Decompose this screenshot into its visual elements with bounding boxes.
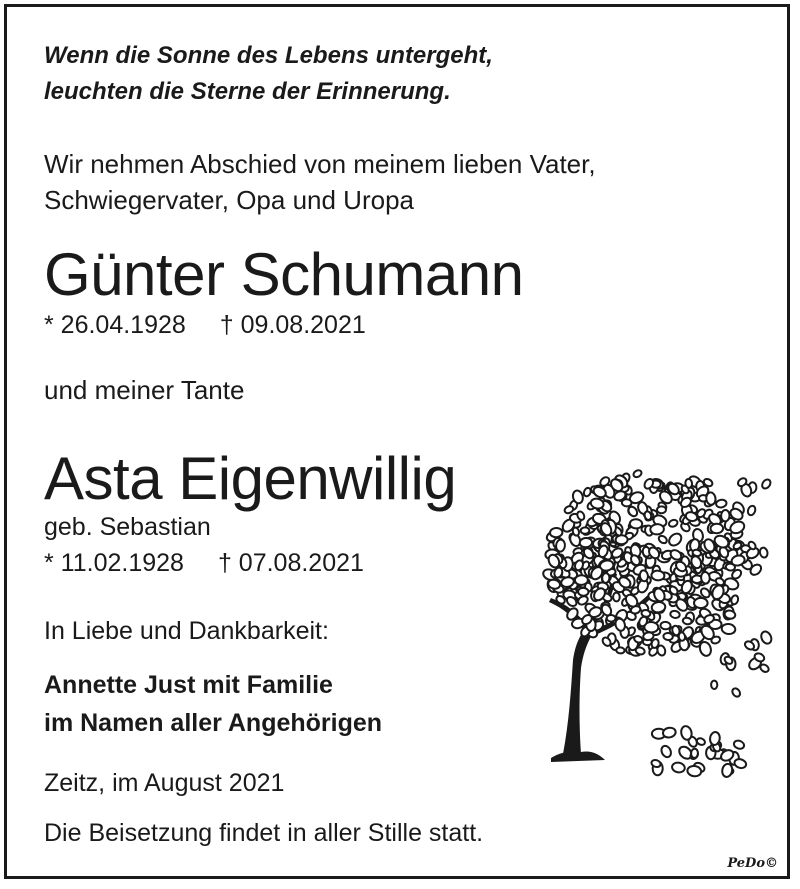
leaf (651, 601, 666, 613)
leaf (682, 617, 692, 625)
leaf (616, 647, 625, 654)
leaf (710, 523, 723, 533)
leaf (575, 575, 588, 585)
leaf (613, 592, 620, 601)
leaf (685, 479, 693, 489)
motto-line-1: Wenn die Sonne des Lebens untergeht, (44, 42, 493, 69)
leaf (607, 615, 616, 622)
leaf (759, 547, 768, 558)
family-line-1: Annette Just mit Familie (44, 671, 333, 699)
leaf (733, 758, 747, 770)
leaf (701, 572, 711, 584)
windblown-tree-icon (505, 432, 775, 792)
leaf (759, 663, 770, 674)
leaf (730, 595, 739, 606)
leaf (578, 588, 589, 596)
leaf (670, 610, 681, 619)
leaf (650, 524, 664, 535)
leaf (581, 527, 590, 534)
leaf (705, 492, 716, 506)
leaf (747, 505, 757, 516)
person1-name: Günter Schumann (44, 241, 524, 308)
person2-dates (44, 548, 364, 578)
leaf (641, 609, 651, 617)
leaf (731, 687, 742, 698)
leaf (687, 765, 702, 777)
leaf (668, 519, 679, 528)
leaf (639, 570, 649, 582)
thanks-text: In Liebe und Dankbarkeit: (44, 617, 329, 645)
leaf (579, 537, 592, 547)
leaf (550, 528, 563, 538)
leaf (622, 499, 632, 507)
leaf (660, 744, 673, 759)
person2-name: Asta Eigenwillig (44, 445, 457, 512)
person2-maiden-name: geb. Sebastian (44, 513, 211, 541)
leaf (671, 762, 685, 774)
leaf (663, 633, 673, 641)
leaf (721, 510, 730, 522)
leaf (630, 519, 643, 529)
intro-text (44, 146, 596, 218)
leaf (721, 763, 733, 778)
leaf (694, 598, 708, 608)
leaf (632, 469, 642, 479)
leaf (721, 623, 736, 635)
designer-signature: PeDo© (727, 856, 778, 871)
person1-died: † 09.08.2021 (219, 311, 366, 339)
motto (44, 38, 493, 110)
leaf (716, 499, 728, 508)
person2-died: † 07.08.2021 (217, 549, 364, 577)
leaf (733, 739, 745, 750)
leaf (662, 727, 676, 739)
leaf (651, 570, 665, 581)
intro-line-1: Wir nehmen Abschied von meinem lieben Vater, (44, 149, 596, 179)
motto-line-2: leuchten die Sterne der Erinnerung. (44, 78, 451, 105)
leaf (667, 531, 684, 548)
family-line-2: im Namen aller Angehörigen (44, 709, 383, 737)
leaf (643, 631, 655, 640)
intro-line-2: Schwiegervater, Opa und Uropa (44, 185, 414, 215)
leaf (556, 539, 566, 552)
leaf (760, 478, 772, 490)
funeral-note: Die Beisetzung findet in aller Stille statt. (44, 819, 484, 847)
leaf (657, 506, 666, 513)
place-date: Zeitz, im August 2021 (44, 769, 285, 797)
person2-born: * 11.02.1928 (44, 549, 184, 577)
leaf (583, 487, 592, 497)
leaf (615, 535, 627, 544)
leaf (691, 748, 698, 758)
leaf (759, 630, 773, 645)
person1-dates (44, 310, 366, 340)
leaf (711, 681, 717, 690)
leaf (657, 534, 668, 544)
person1-born: * 26.04.1928 (44, 311, 186, 339)
leaf (680, 725, 693, 741)
separator-text: und meiner Tante (44, 375, 245, 405)
family-signature (44, 666, 382, 742)
leaf (564, 505, 575, 515)
